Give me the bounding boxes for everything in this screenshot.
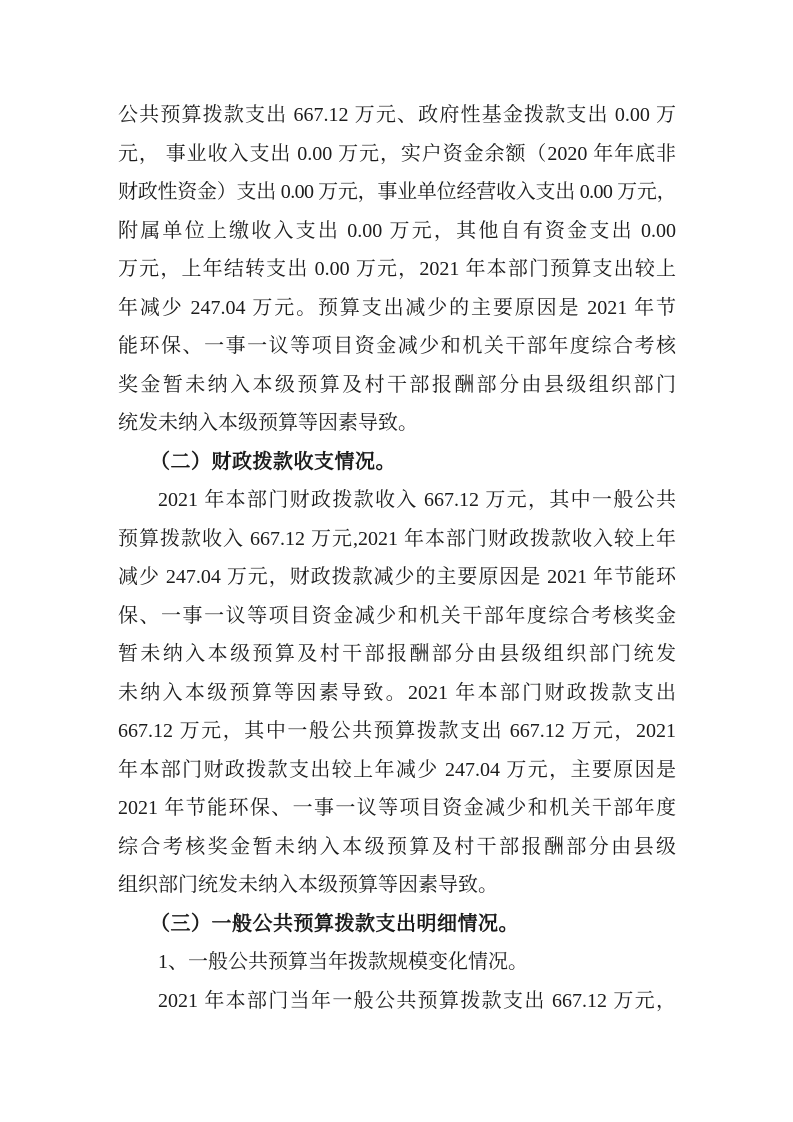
text-line: 年本部门财政拨款支出较上年减少 247.04 万元，主要原因是	[118, 758, 676, 781]
text-line: 元， 事业收入支出 0.00 万元，实户资金余额（2020 年年底非	[118, 142, 676, 165]
text-line: 综合考核奖金暂未纳入本级预算及村干部报酬部分由县级	[118, 835, 676, 858]
text-line: 公共预算拨款支出 667.12 万元、政府性基金拨款支出 0.00 万	[118, 104, 676, 126]
text-line: 2021 年本部门当年一般公共预算拨款支出 667.12 万元，	[158, 989, 676, 1012]
text-line: 667.12 万元，其中一般公共预算拨款支出 667.12 万元，2021	[118, 720, 676, 742]
text-lines	[118, 96, 676, 1020]
text-line: 能环保、一事一议等项目资金减少和机关干部年度综合考核	[118, 335, 676, 357]
text-line: 财政性资金）支出 0.00 万元，事业单位经营收入支出 0.00 万元，	[118, 181, 676, 203]
section-heading: （三）一般公共预算拨款支出明细情况。	[150, 912, 519, 935]
text-line: 奖金暂未纳入本级预算及村干部报酬部分由县级组织部门	[118, 373, 676, 396]
text-line: 未纳入本级预算等因素导致。2021 年本部门财政拨款支出	[118, 681, 676, 704]
text-line: 预算拨款收入 667.12 万元,2021 年本部门财政拨款收入较上年	[118, 527, 676, 550]
text-line: 2021 年节能环保、一事一议等项目资金减少和机关干部年度	[118, 797, 676, 819]
text-line: 万元，上年结转支出 0.00 万元，2021 年本部门预算支出较上	[118, 258, 676, 280]
text-line: 1、一般公共预算当年拨款规模变化情况。	[158, 951, 528, 973]
text-line: 保、一事一议等项目资金减少和机关干部年度综合考核奖金	[118, 604, 676, 627]
text-line: 附属单位上缴收入支出 0.00 万元，其他自有资金支出 0.00	[118, 219, 676, 242]
text-line: 组织部门统发未纳入本级预算等因素导致。	[118, 874, 498, 896]
section-heading: （二）财政拨款收支情况。	[150, 450, 396, 473]
text-line: 2021 年本部门财政拨款收入 667.12 万元，其中一般公共	[158, 489, 676, 511]
text-line: 统发未纳入本级预算等因素导致。	[118, 412, 418, 434]
text-line: 暂未纳入本级预算及村干部报酬部分由县级组织部门统发	[118, 643, 676, 665]
text-line: 年减少 247.04 万元。预算支出减少的主要原因是 2021 年节	[118, 296, 676, 319]
text-line: 减少 247.04 万元，财政拨款减少的主要原因是 2021 年节能环	[118, 566, 676, 588]
